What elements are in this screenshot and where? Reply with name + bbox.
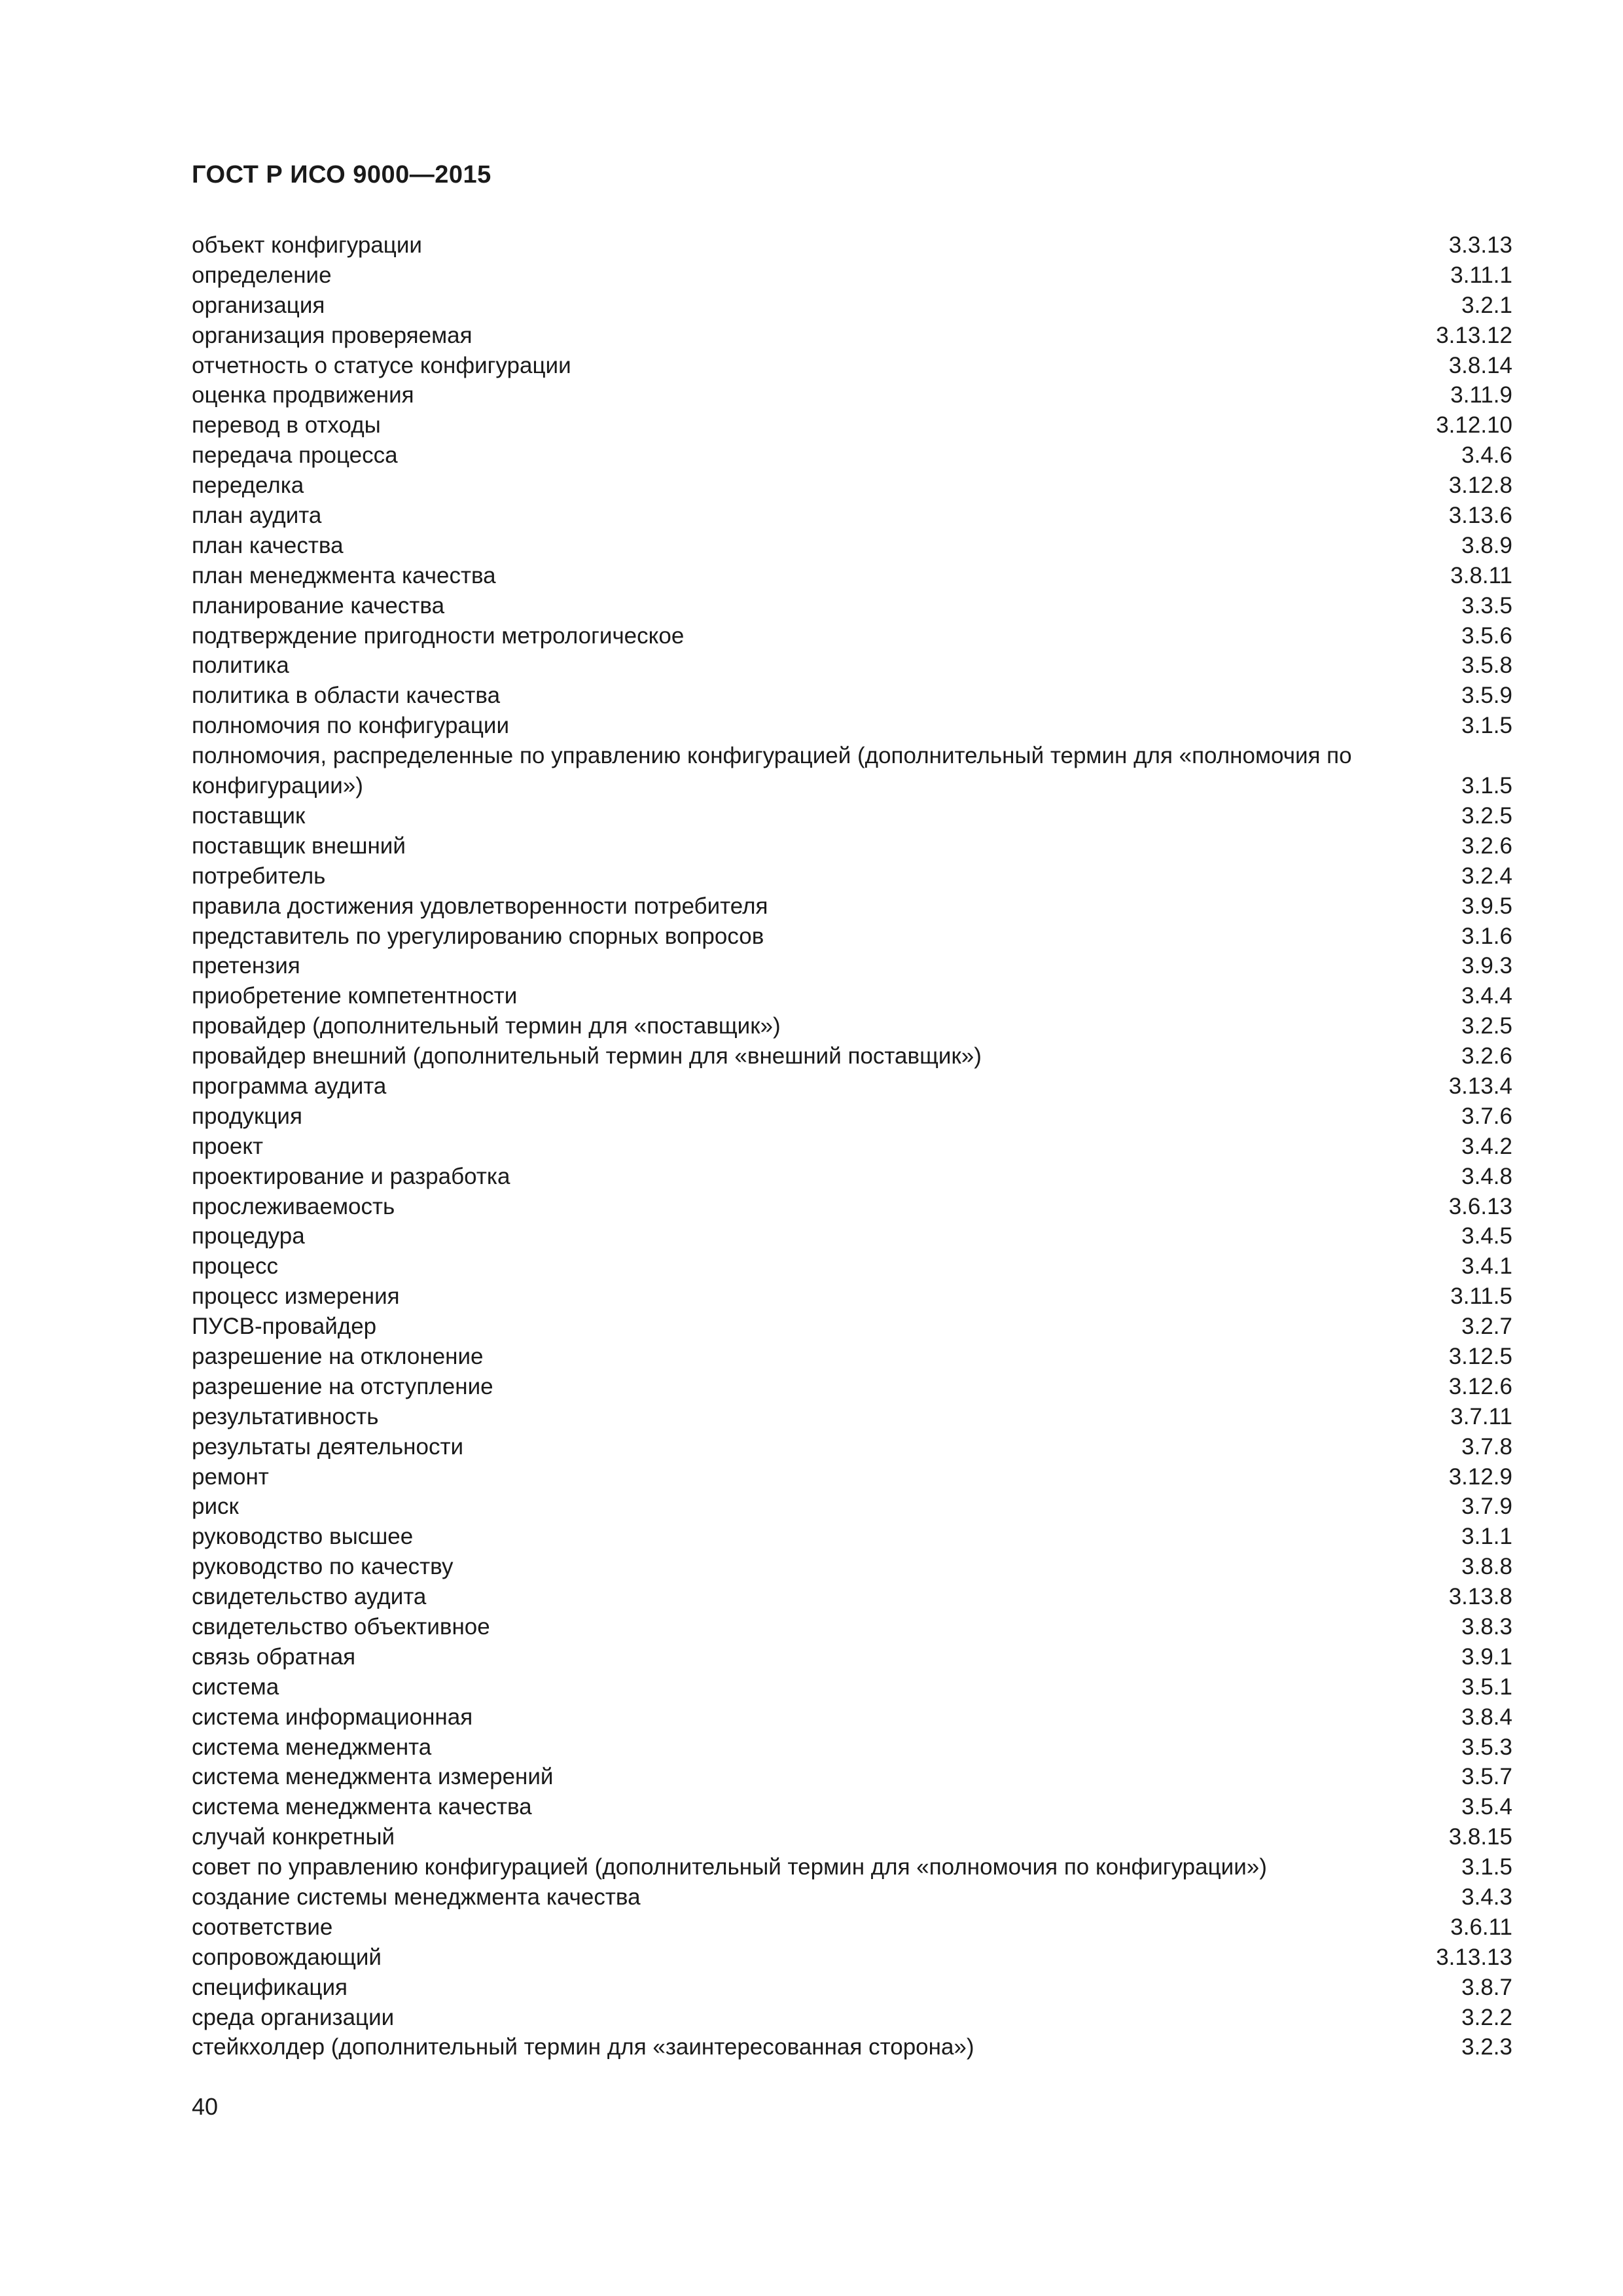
index-reference-number: 3.8.7 bbox=[1461, 1974, 1512, 2000]
index-term: потребитель bbox=[192, 863, 326, 889]
index-reference-number: 3.13.12 bbox=[1436, 322, 1512, 348]
index-term: создание системы менеджмента качества bbox=[192, 1884, 641, 1910]
index-term: приобретение компетентности bbox=[192, 983, 518, 1009]
index-term: организация bbox=[192, 292, 325, 318]
index-entry bbox=[192, 440, 1512, 471]
index-term: руководство по качеству bbox=[192, 1554, 454, 1580]
index-reference-number: 3.1.5 bbox=[1461, 713, 1512, 739]
index-reference-number: 3.7.6 bbox=[1461, 1103, 1512, 1129]
index-entry bbox=[192, 711, 1512, 741]
index-entry bbox=[192, 531, 1512, 561]
index-reference-number: 3.13.4 bbox=[1448, 1073, 1512, 1099]
index-reference-number: 3.1.1 bbox=[1461, 1524, 1512, 1550]
index-term: прослеживаемость bbox=[192, 1193, 395, 1219]
index-entry bbox=[192, 1372, 1512, 1402]
index-entry bbox=[192, 1282, 1512, 1312]
index-entry bbox=[192, 1702, 1512, 1732]
index-entry bbox=[192, 260, 1512, 291]
index-reference-number: 3.5.9 bbox=[1461, 683, 1512, 709]
index-term: поставщик внешний bbox=[192, 833, 406, 859]
index-reference-number: 3.3.13 bbox=[1448, 232, 1512, 258]
index-reference-number: 3.2.3 bbox=[1461, 2034, 1512, 2060]
index-term: план аудита bbox=[192, 503, 322, 529]
index-reference-number: 3.2.4 bbox=[1461, 863, 1512, 889]
index-term: переделка bbox=[192, 473, 304, 499]
index-entry bbox=[192, 891, 1512, 922]
index-term: план менеджмента качества bbox=[192, 562, 496, 588]
index-term: разрешение на отступление bbox=[192, 1373, 493, 1399]
index-reference-number: 3.7.9 bbox=[1461, 1494, 1512, 1520]
index-reference-number: 3.8.15 bbox=[1448, 1824, 1512, 1850]
index-term: система bbox=[192, 1674, 279, 1700]
index-term: провайдер (дополнительный термин для «поставщик») bbox=[192, 1013, 781, 1039]
index-term: сопровождающий bbox=[192, 1944, 382, 1970]
index-entry bbox=[192, 1912, 1512, 1943]
index-term: система менеджмента измерений bbox=[192, 1764, 554, 1790]
index-reference-number: 3.8.8 bbox=[1461, 1554, 1512, 1580]
index-entry bbox=[192, 1342, 1512, 1372]
index-term: оценка продвижения bbox=[192, 382, 414, 408]
index-term: результаты деятельности bbox=[192, 1433, 464, 1460]
index-reference-number: 3.7.11 bbox=[1450, 1403, 1512, 1429]
index-entry bbox=[192, 922, 1512, 952]
index-reference-number: 3.4.1 bbox=[1461, 1253, 1512, 1280]
index-entry bbox=[192, 1732, 1512, 1763]
index-reference-number: 3.2.5 bbox=[1461, 1013, 1512, 1039]
index-entry bbox=[192, 1492, 1512, 1522]
index-term: риск bbox=[192, 1494, 239, 1520]
term-index-list bbox=[192, 230, 1512, 2062]
index-entry bbox=[192, 1672, 1512, 1702]
index-reference-number: 3.12.9 bbox=[1448, 1463, 1512, 1490]
index-entry bbox=[192, 2003, 1512, 2033]
index-entry bbox=[192, 1251, 1512, 1282]
index-reference-number: 3.5.7 bbox=[1461, 1764, 1512, 1790]
index-term: спецификация bbox=[192, 1974, 348, 2000]
index-reference-number: 3.6.13 bbox=[1448, 1193, 1512, 1219]
index-entry bbox=[192, 351, 1512, 381]
index-reference-number: 3.4.6 bbox=[1461, 442, 1512, 469]
index-reference-number: 3.5.4 bbox=[1461, 1794, 1512, 1820]
index-term: организация проверяемая bbox=[192, 322, 473, 348]
index-term: случай конкретный bbox=[192, 1824, 395, 1850]
index-entry bbox=[192, 1792, 1512, 1822]
index-entry bbox=[192, 1402, 1512, 1432]
index-reference-number: 3.12.6 bbox=[1448, 1373, 1512, 1399]
index-entry bbox=[192, 741, 1512, 801]
index-reference-number: 3.1.6 bbox=[1461, 923, 1512, 949]
index-term: передача процесса bbox=[192, 442, 398, 469]
index-reference-number: 3.9.3 bbox=[1461, 953, 1512, 979]
index-term: ПУСВ-провайдер bbox=[192, 1314, 377, 1340]
index-entry bbox=[192, 1071, 1512, 1102]
index-entry bbox=[192, 1041, 1512, 1071]
index-entry bbox=[192, 1312, 1512, 1342]
index-entry bbox=[192, 501, 1512, 531]
index-term: планирование качества bbox=[192, 592, 445, 619]
index-entry bbox=[192, 1522, 1512, 1552]
index-reference-number: 3.12.5 bbox=[1448, 1343, 1512, 1369]
index-term: объект конфигурации bbox=[192, 232, 422, 258]
index-entry bbox=[192, 321, 1512, 351]
index-term: руководство высшее bbox=[192, 1524, 414, 1550]
index-term: отчетность о статусе конфигурации bbox=[192, 352, 571, 378]
index-reference-number: 3.13.8 bbox=[1448, 1584, 1512, 1610]
index-entry bbox=[192, 2032, 1512, 2062]
index-entry bbox=[192, 1102, 1512, 1132]
page-number: 40 bbox=[192, 2093, 219, 2120]
index-term: проект bbox=[192, 1133, 264, 1159]
index-entry bbox=[192, 651, 1512, 681]
index-reference-number: 3.3.5 bbox=[1461, 592, 1512, 619]
index-entry bbox=[192, 1552, 1512, 1582]
index-entry bbox=[192, 1221, 1512, 1251]
index-term: свидетельство аудита bbox=[192, 1584, 427, 1610]
index-entry bbox=[192, 230, 1512, 260]
index-reference-number: 3.8.4 bbox=[1461, 1704, 1512, 1730]
index-entry bbox=[192, 1852, 1512, 1882]
index-reference-number: 3.2.6 bbox=[1461, 1043, 1512, 1069]
index-reference-number: 3.6.11 bbox=[1450, 1914, 1512, 1940]
index-reference-number: 3.8.9 bbox=[1461, 532, 1512, 558]
index-entry bbox=[192, 591, 1512, 621]
index-entry bbox=[192, 1432, 1512, 1462]
index-term: продукция bbox=[192, 1103, 302, 1129]
index-entry bbox=[192, 981, 1512, 1011]
index-reference-number: 3.12.8 bbox=[1448, 473, 1512, 499]
index-term: претензия bbox=[192, 953, 300, 979]
index-reference-number: 3.1.5 bbox=[1461, 1854, 1512, 1880]
index-entry bbox=[192, 681, 1512, 711]
index-term: подтверждение пригодности метрологическое bbox=[192, 622, 685, 649]
index-term: представитель по урегулированию спорных вопросов bbox=[192, 923, 764, 949]
index-term: процедура bbox=[192, 1223, 305, 1249]
index-entry bbox=[192, 1162, 1512, 1192]
index-reference-number: 3.4.8 bbox=[1461, 1163, 1512, 1189]
index-term: ремонт bbox=[192, 1463, 269, 1490]
index-reference-number: 3.5.6 bbox=[1461, 622, 1512, 649]
index-term: процесс измерения bbox=[192, 1283, 400, 1310]
index-term: система менеджмента качества bbox=[192, 1794, 532, 1820]
index-entry bbox=[192, 1762, 1512, 1792]
index-term: план качества bbox=[192, 532, 344, 558]
index-reference-number: 3.1.5 bbox=[1461, 773, 1512, 799]
index-reference-number: 3.9.5 bbox=[1461, 893, 1512, 919]
index-reference-number: 3.2.7 bbox=[1461, 1314, 1512, 1340]
index-reference-number: 3.11.9 bbox=[1450, 382, 1512, 408]
index-term: система информационная bbox=[192, 1704, 473, 1730]
index-term: программа аудита bbox=[192, 1073, 387, 1099]
index-term: перевод в отходы bbox=[192, 412, 381, 439]
index-entry bbox=[192, 291, 1512, 321]
index-term: провайдер внешний (дополнительный термин для «внешний поставщик») bbox=[192, 1043, 982, 1069]
index-reference-number: 3.5.3 bbox=[1461, 1734, 1512, 1760]
index-term: политика bbox=[192, 653, 289, 679]
index-term: свидетельство объективное bbox=[192, 1613, 490, 1640]
index-reference-number: 3.4.3 bbox=[1461, 1884, 1512, 1910]
index-reference-number: 3.2.6 bbox=[1461, 833, 1512, 859]
index-reference-number: 3.9.1 bbox=[1461, 1643, 1512, 1670]
index-term: проектирование и разработка bbox=[192, 1163, 510, 1189]
index-entry bbox=[192, 1462, 1512, 1492]
index-reference-number: 3.8.3 bbox=[1461, 1613, 1512, 1640]
index-entry bbox=[192, 1192, 1512, 1222]
index-entry bbox=[192, 1973, 1512, 2003]
index-term: процесс bbox=[192, 1253, 279, 1280]
page-header: ГОСТ Р ИСО 9000—2015 bbox=[192, 161, 491, 188]
index-reference-number: 3.7.8 bbox=[1461, 1433, 1512, 1460]
index-term: правила достижения удовлетворенности потребителя bbox=[192, 893, 768, 919]
index-term: полномочия по конфигурации bbox=[192, 713, 510, 739]
index-term: разрешение на отклонение bbox=[192, 1343, 484, 1369]
index-term: политика в области качества bbox=[192, 683, 501, 709]
index-term: полномочия, распределенные по управлению конфигурацией (дополнительный термин для «полномочия по конфигурации») bbox=[192, 743, 1352, 799]
index-entry bbox=[192, 831, 1512, 861]
index-entry bbox=[192, 1132, 1512, 1162]
index-reference-number: 3.4.2 bbox=[1461, 1133, 1512, 1159]
index-reference-number: 3.12.10 bbox=[1436, 412, 1512, 439]
index-reference-number: 3.13.13 bbox=[1436, 1944, 1512, 1970]
index-reference-number: 3.2.1 bbox=[1461, 292, 1512, 318]
index-entry bbox=[192, 1943, 1512, 1973]
index-entry bbox=[192, 471, 1512, 501]
index-reference-number: 3.5.1 bbox=[1461, 1674, 1512, 1700]
index-entry bbox=[192, 621, 1512, 651]
index-entry bbox=[192, 1582, 1512, 1612]
index-reference-number: 3.4.4 bbox=[1461, 983, 1512, 1009]
index-reference-number: 3.11.5 bbox=[1450, 1283, 1512, 1310]
index-term: совет по управлению конфигурацией (дополнительный термин для «полномочия по конфигурации») bbox=[192, 1854, 1267, 1880]
index-term: связь обратная bbox=[192, 1643, 356, 1670]
index-entry bbox=[192, 561, 1512, 591]
index-term: стейкхолдер (дополнительный термин для «заинтересованная сторона») bbox=[192, 2034, 974, 2060]
index-entry bbox=[192, 1822, 1512, 1852]
index-term: система менеджмента bbox=[192, 1734, 432, 1760]
index-reference-number: 3.2.5 bbox=[1461, 802, 1512, 829]
index-reference-number: 3.8.14 bbox=[1448, 352, 1512, 378]
index-reference-number: 3.4.5 bbox=[1461, 1223, 1512, 1249]
index-entry bbox=[192, 380, 1512, 410]
index-entry bbox=[192, 1882, 1512, 1912]
index-term: поставщик bbox=[192, 802, 306, 829]
index-reference-number: 3.2.2 bbox=[1461, 2004, 1512, 2030]
index-entry bbox=[192, 410, 1512, 440]
index-reference-number: 3.8.11 bbox=[1450, 562, 1512, 588]
index-entry bbox=[192, 861, 1512, 891]
index-term: результативность bbox=[192, 1403, 379, 1429]
index-reference-number: 3.5.8 bbox=[1461, 653, 1512, 679]
index-entry bbox=[192, 1642, 1512, 1672]
index-term: соответствие bbox=[192, 1914, 333, 1940]
index-reference-number: 3.13.6 bbox=[1448, 503, 1512, 529]
index-entry bbox=[192, 1612, 1512, 1642]
index-term: определение bbox=[192, 262, 332, 288]
index-reference-number: 3.11.1 bbox=[1450, 262, 1512, 288]
index-entry bbox=[192, 951, 1512, 981]
index-entry bbox=[192, 801, 1512, 831]
index-term: среда организации bbox=[192, 2004, 395, 2030]
index-entry bbox=[192, 1011, 1512, 1041]
